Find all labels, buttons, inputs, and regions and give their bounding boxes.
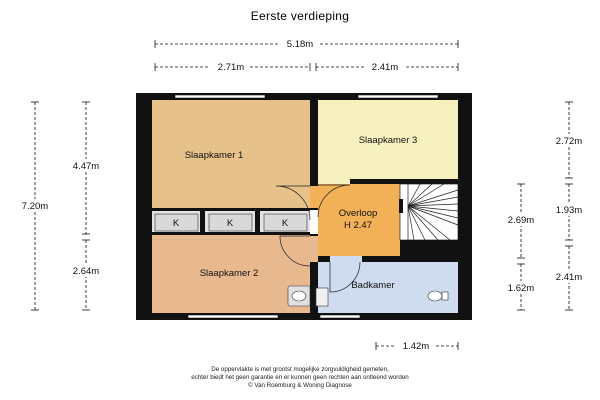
disclaimer-line-2: echter biedt het geen garantie en er kunnen geen rechten aan ontleend worden bbox=[191, 374, 409, 381]
disclaimer-line-3: © Van Roemburg & Woning Diagnose bbox=[248, 382, 352, 389]
door-gaps bbox=[310, 186, 318, 208]
label-slaapkamer-3: Slaapkamer 3 bbox=[358, 135, 418, 146]
dim-right-mid: 1.93m bbox=[555, 205, 583, 216]
label-overloop-height: H 2.47 bbox=[344, 220, 372, 231]
closet-label-3: K bbox=[281, 218, 289, 229]
toilet-icon bbox=[428, 291, 448, 301]
dim-right-bottom: 2.41m bbox=[555, 272, 583, 283]
dim-right-top: 2.72m bbox=[555, 136, 583, 147]
dim-total-height: 7.20m bbox=[21, 201, 49, 212]
stair-area bbox=[400, 184, 458, 240]
closet-label-2: K bbox=[226, 218, 234, 229]
dim-bath-width: 1.42m bbox=[402, 341, 430, 352]
floor-title: Eerste verdieping bbox=[250, 9, 350, 23]
label-overloop: Overloop bbox=[338, 208, 378, 219]
dim-total-width: 5.18m bbox=[286, 39, 314, 50]
label-badkamer: Badkamer bbox=[351, 280, 395, 291]
dim-upper-left-height: 4.47m bbox=[72, 161, 100, 172]
disclaimer-line-1: De oppervlakte is met grootst mogelijke zorgvuldigheid gemeten, bbox=[211, 366, 389, 373]
dim-stair-bottom: 1.62m bbox=[507, 283, 535, 294]
dim-right-width: 2.41m bbox=[371, 62, 399, 73]
sink-icon bbox=[288, 286, 310, 306]
label-slaapkamer-2: Slaapkamer 2 bbox=[199, 268, 259, 279]
washbasin-icon bbox=[316, 288, 328, 306]
dim-lower-left-height: 2.64m bbox=[72, 266, 100, 277]
dim-left-width: 2.71m bbox=[217, 62, 245, 73]
stair-handrail bbox=[399, 199, 403, 213]
closet-label-1: K bbox=[172, 218, 180, 229]
dim-stair-mid: 2.69m bbox=[507, 215, 535, 226]
label-slaapkamer-1: Slaapkamer 1 bbox=[184, 150, 244, 161]
